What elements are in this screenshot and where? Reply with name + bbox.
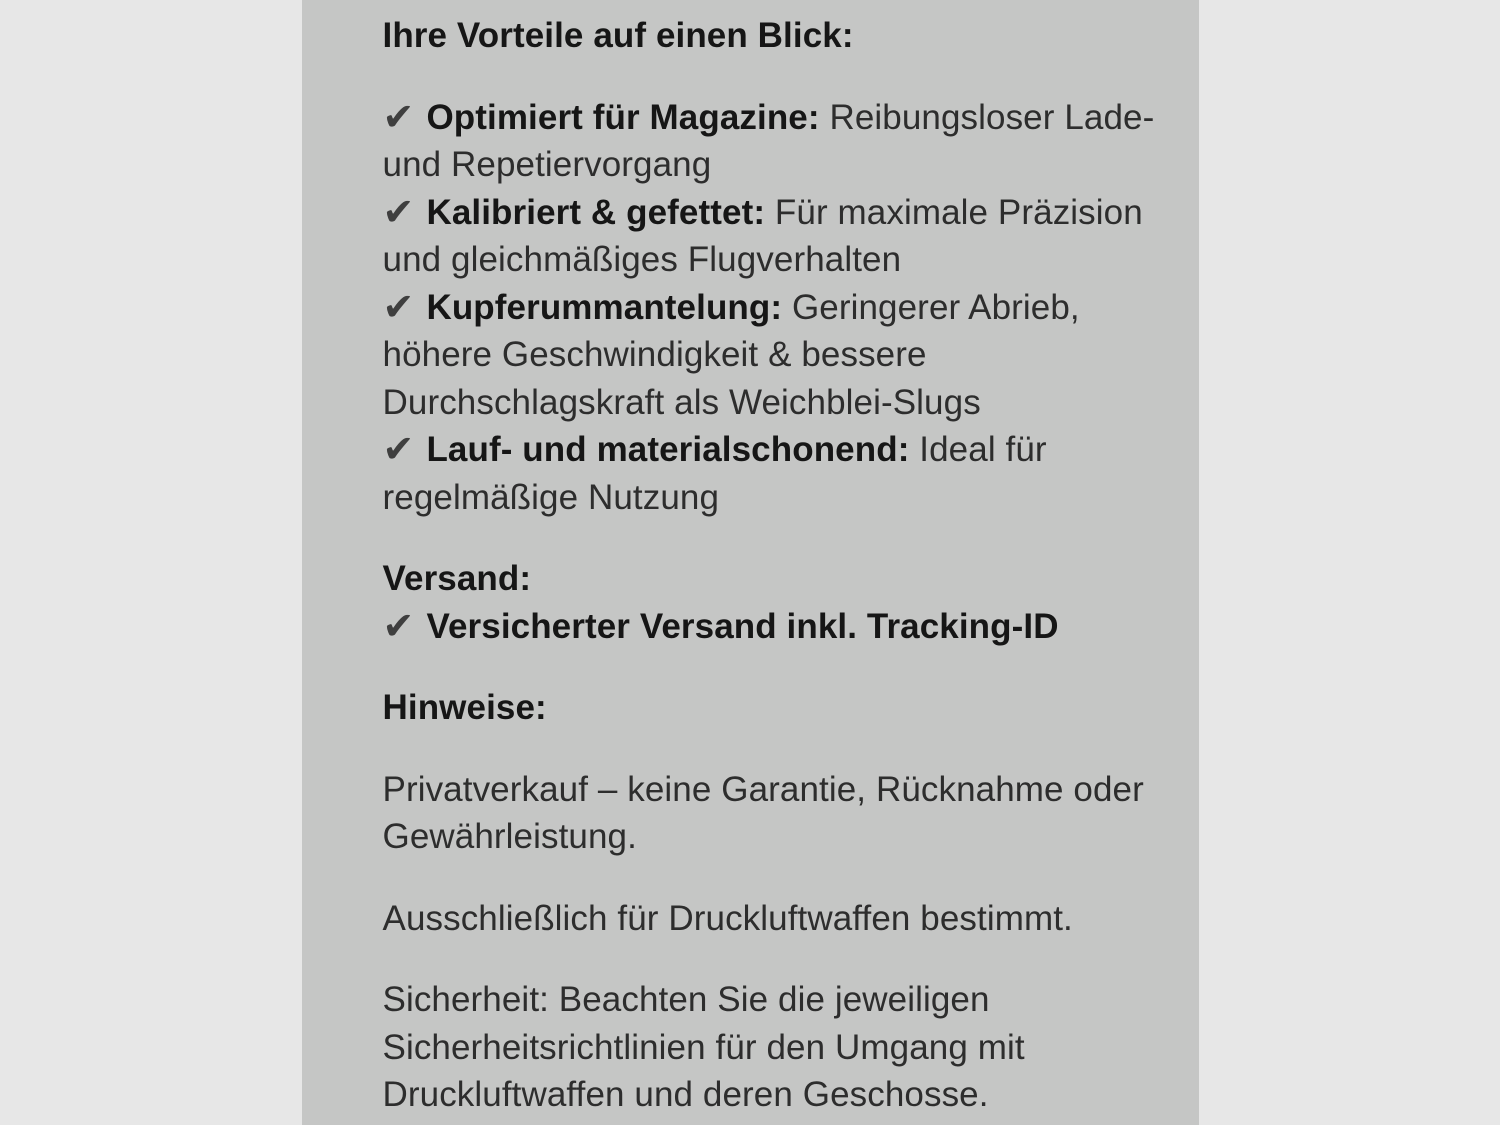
checkmark-icon: ✔: [382, 191, 415, 234]
benefits-heading: Ihre Vorteile auf einen Blick:: [382, 16, 854, 55]
product-description-panel: [302, 0, 1199, 1125]
benefit-item-kupfer: [383, 284, 1163, 427]
note-safety: Sicherheit: Beachten Sie die jeweiligen Sicherheitsrichtlinien für den Umgang mit Druckluftwaffen und deren Geschosse.: [382, 980, 1025, 1114]
benefit-item-kalibriert: [383, 189, 1163, 284]
benefit-label: Lauf- und materialschonend:: [426, 430, 910, 469]
benefit-item-magazine: [383, 94, 1163, 189]
benefit-label: Optimiert für Magazine:: [426, 97, 820, 137]
note-airgun-only: Ausschließlich für Druckluftwaffen bestimmt.: [382, 898, 1073, 938]
notes-heading: Hinweise:: [382, 688, 547, 727]
benefit-label: Kalibriert & gefettet:: [426, 192, 766, 232]
benefit-text: Ideal für regelmäßige Nutzung: [382, 430, 1047, 517]
shipping-heading: Versand:: [382, 559, 532, 598]
benefit-text: Für maximale Präzision und gleichmäßiges Flugverhalten: [382, 192, 1143, 279]
checkmark-icon: ✔: [382, 96, 415, 139]
shipping-section: [383, 555, 1163, 650]
shipping-item-text: Versicherter Versand inkl. Tracking-ID: [426, 606, 1059, 646]
benefit-item-schonend: [383, 426, 1163, 521]
checkmark-icon: ✔: [382, 286, 415, 329]
benefit-label: Kupferummantelung:: [426, 287, 783, 327]
checkmark-icon: ✔: [382, 429, 415, 471]
checkmark-icon: ✔: [382, 605, 415, 648]
benefits-list: [383, 94, 1163, 522]
benefit-text: Reibungsloser Lade- und Repetiervorgang: [382, 97, 1155, 184]
note-private-sale: Privatverkauf – keine Garantie, Rücknahme oder Gewährleistung.: [382, 769, 1144, 856]
benefit-text: Geringerer Abrieb, höhere Geschwindigkeit & bessere Durchschlagskraft als Weichblei-Slugs: [382, 287, 1080, 422]
shipping-item: [383, 603, 1163, 651]
